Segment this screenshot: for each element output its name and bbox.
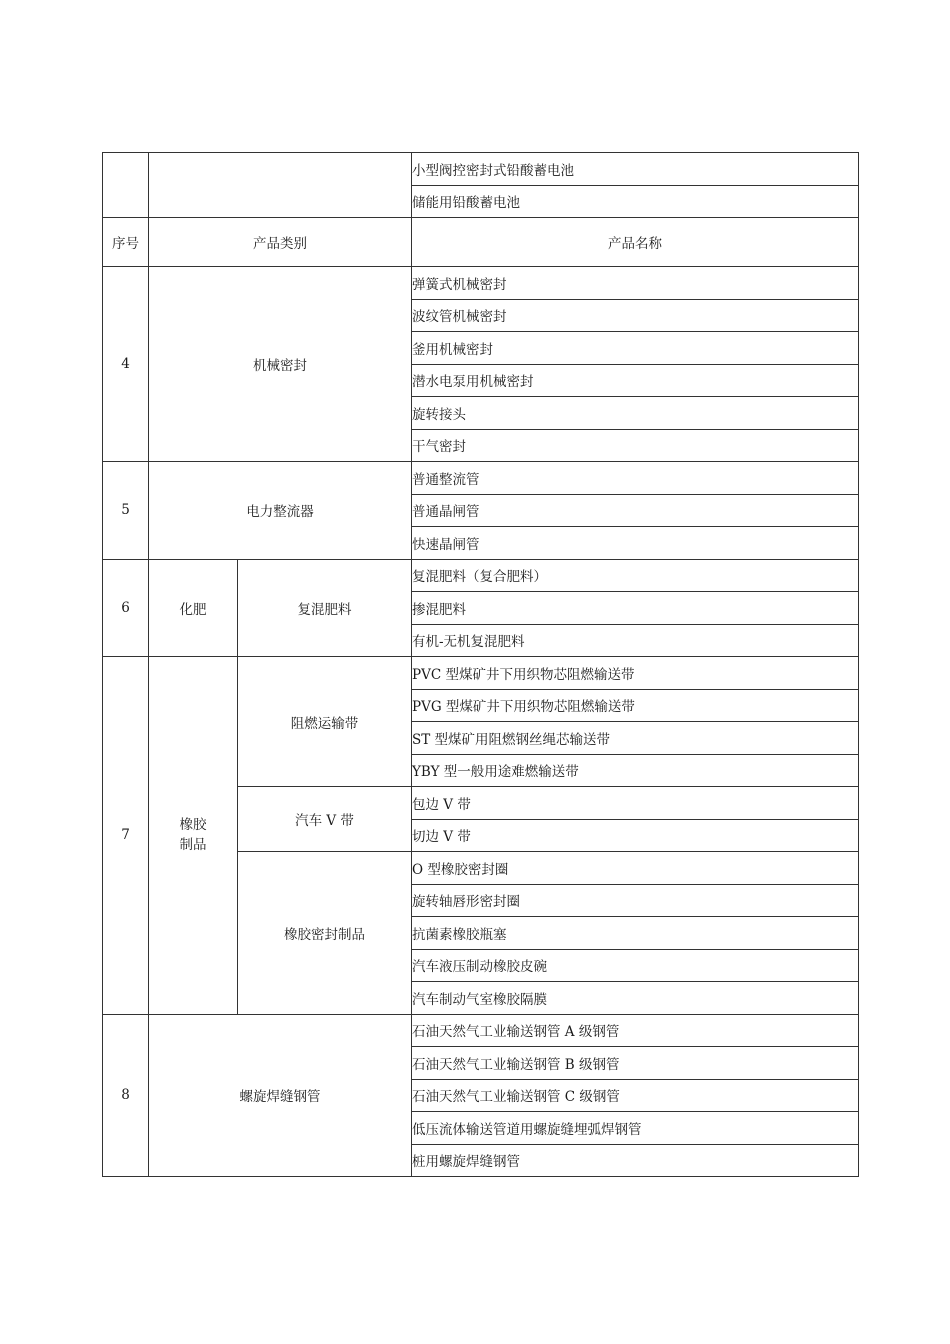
header-category: 产品类别 bbox=[149, 218, 412, 267]
product-name-cell: 掺混肥料 bbox=[412, 592, 859, 625]
table-row bbox=[103, 657, 859, 690]
product-name-cell: YBY 型一般用途难燃输送带 bbox=[412, 754, 859, 787]
product-name-cell: ST 型煤矿用阻燃钢丝绳芯输送带 bbox=[412, 722, 859, 755]
subcategory-cell: 复混肥料 bbox=[238, 559, 412, 657]
category-line: 制品 bbox=[179, 837, 207, 854]
product-name-cell: 波纹管机械密封 bbox=[412, 299, 859, 332]
product-name-cell: PVC 型煤矿井下用织物芯阻燃输送带 bbox=[412, 657, 859, 690]
no-cell bbox=[103, 153, 149, 218]
product-name-cell: 汽车液压制动橡胶皮碗 bbox=[412, 949, 859, 982]
no-cell: 5 bbox=[103, 462, 149, 560]
category-cell: 电力整流器 bbox=[149, 462, 412, 560]
product-name-cell: 切边 V 带 bbox=[412, 819, 859, 852]
category-cell: 机械密封 bbox=[149, 267, 412, 462]
product-name-cell: 弹簧式机械密封 bbox=[412, 267, 859, 300]
header-no: 序号 bbox=[103, 218, 149, 267]
product-name-cell: 有机-无机复混肥料 bbox=[412, 624, 859, 657]
product-name-cell: 石油天然气工业输送钢管 A 级钢管 bbox=[412, 1014, 859, 1047]
product-name-cell: 石油天然气工业输送钢管 B 级钢管 bbox=[412, 1047, 859, 1080]
product-catalog-table bbox=[102, 152, 859, 1177]
product-name-cell: 低压流体输送管道用螺旋缝埋弧焊钢管 bbox=[412, 1112, 859, 1145]
table-row bbox=[103, 153, 859, 186]
product-name-cell: 石油天然气工业输送钢管 C 级钢管 bbox=[412, 1079, 859, 1112]
table-row bbox=[103, 267, 859, 300]
product-name-cell: 桩用螺旋焊缝钢管 bbox=[412, 1144, 859, 1177]
category-cell bbox=[149, 153, 412, 218]
product-name-cell: 干气密封 bbox=[412, 429, 859, 462]
product-name-cell: 潜水电泵用机械密封 bbox=[412, 364, 859, 397]
no-cell: 8 bbox=[103, 1014, 149, 1177]
product-name-cell: O 型橡胶密封圈 bbox=[412, 852, 859, 885]
product-name-cell: 旋转接头 bbox=[412, 397, 859, 430]
category-cell: 螺旋焊缝钢管 bbox=[149, 1014, 412, 1177]
product-name-cell: 抗菌素橡胶瓶塞 bbox=[412, 917, 859, 950]
no-cell: 7 bbox=[103, 657, 149, 1015]
header-name: 产品名称 bbox=[412, 218, 859, 267]
table-header-row bbox=[103, 218, 859, 267]
category-cell: 化肥 bbox=[149, 559, 238, 657]
table-row bbox=[103, 462, 859, 495]
product-name-cell: 旋转轴唇形密封圈 bbox=[412, 884, 859, 917]
subcategory-cell: 橡胶密封制品 bbox=[238, 852, 412, 1015]
product-name-cell: 普通晶闸管 bbox=[412, 494, 859, 527]
product-name-cell: 储能用铅酸蓄电池 bbox=[412, 185, 859, 218]
product-name-cell: 复混肥料（复合肥料） bbox=[412, 559, 859, 592]
table-row bbox=[103, 1014, 859, 1047]
subcategory-cell: 阻燃运输带 bbox=[238, 657, 412, 787]
no-cell: 6 bbox=[103, 559, 149, 657]
product-name-cell: 包边 V 带 bbox=[412, 787, 859, 820]
subcategory-cell: 汽车 V 带 bbox=[238, 787, 412, 852]
table-row bbox=[103, 559, 859, 592]
product-name-cell: 普通整流管 bbox=[412, 462, 859, 495]
product-name-cell: 快速晶闸管 bbox=[412, 527, 859, 560]
product-name-cell: 小型阀控密封式铅酸蓄电池 bbox=[412, 153, 859, 186]
category-text bbox=[180, 815, 207, 855]
no-cell: 4 bbox=[103, 267, 149, 462]
product-name-cell: PVG 型煤矿井下用织物芯阻燃输送带 bbox=[412, 689, 859, 722]
category-line: 橡胶 bbox=[179, 817, 207, 834]
product-name-cell: 釜用机械密封 bbox=[412, 332, 859, 365]
product-name-cell: 汽车制动气室橡胶隔膜 bbox=[412, 982, 859, 1015]
category-cell bbox=[149, 657, 238, 1015]
